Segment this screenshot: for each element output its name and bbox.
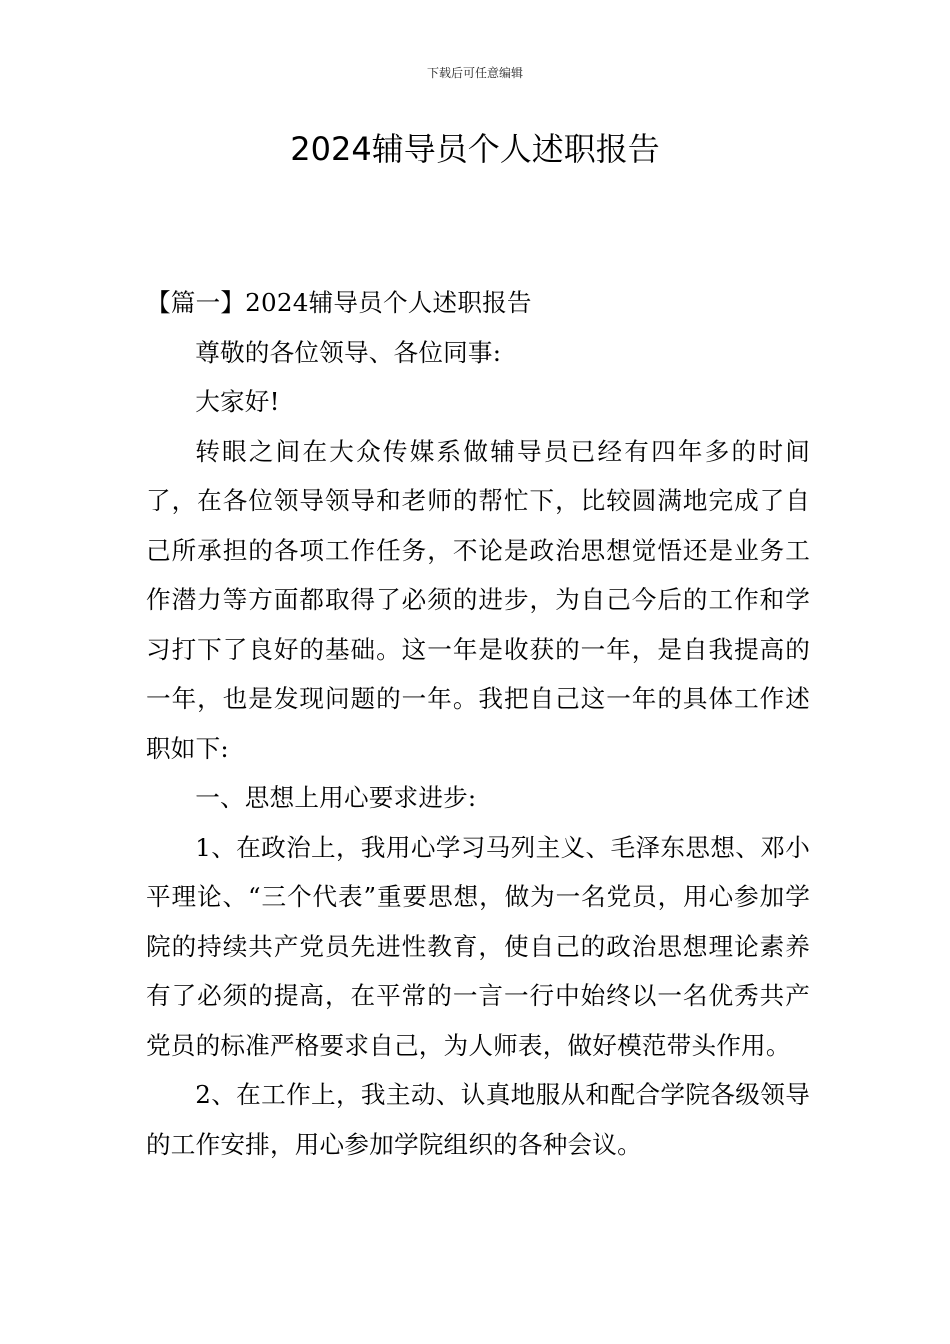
document-title: 2024辅导员个人述职报告 [290, 130, 660, 168]
paragraph-item-1: 1、在政治上，我用心学习马列主义、毛泽东思想、邓小平理论、“三个代表”重要思想，做为一名党员，用心参加学院的持续共产党员先进性教育，使自己的政治思想理论素养有了必须的提高，在平常的一言一行中始终以一名优秀共产党员的标准严格要求自己，为人师表，做好模范带头作用。 [146, 832, 810, 1060]
paragraph-item-2: 2、在工作上，我主动、认真地服从和配合学院各级领导的工作安排，用心参加学院组织的各种会议。 [146, 1080, 810, 1159]
section-heading: 【篇一】2024辅导员个人述职报告 [146, 288, 532, 317]
page-header-note: 下载后可任意编辑 [426, 66, 523, 80]
paragraph-salutation: 尊敬的各位领导、各位同事: [195, 337, 502, 367]
document-body [146, 278, 810, 1169]
paragraph-intro: 转眼之间在大众传媒系做辅导员已经有四年多的时间了，在各位领导领导和老师的帮忙下，比较圆满地完成了自己所承担的各项工作任务，不论是政治思想觉悟还是业务工作潜力等方面都取得了必须的进步，为自己今后的工作和学习打下了良好的基础。这一年是收获的一年，是自我提高的一年，也是发现问题的一年。我把自己这一年的具体工作述职如下: [146, 436, 810, 763]
paragraph-subheading-1: 一、思想上用心要求进步: [195, 783, 477, 812]
paragraph-greeting: 大家好! [195, 387, 280, 416]
